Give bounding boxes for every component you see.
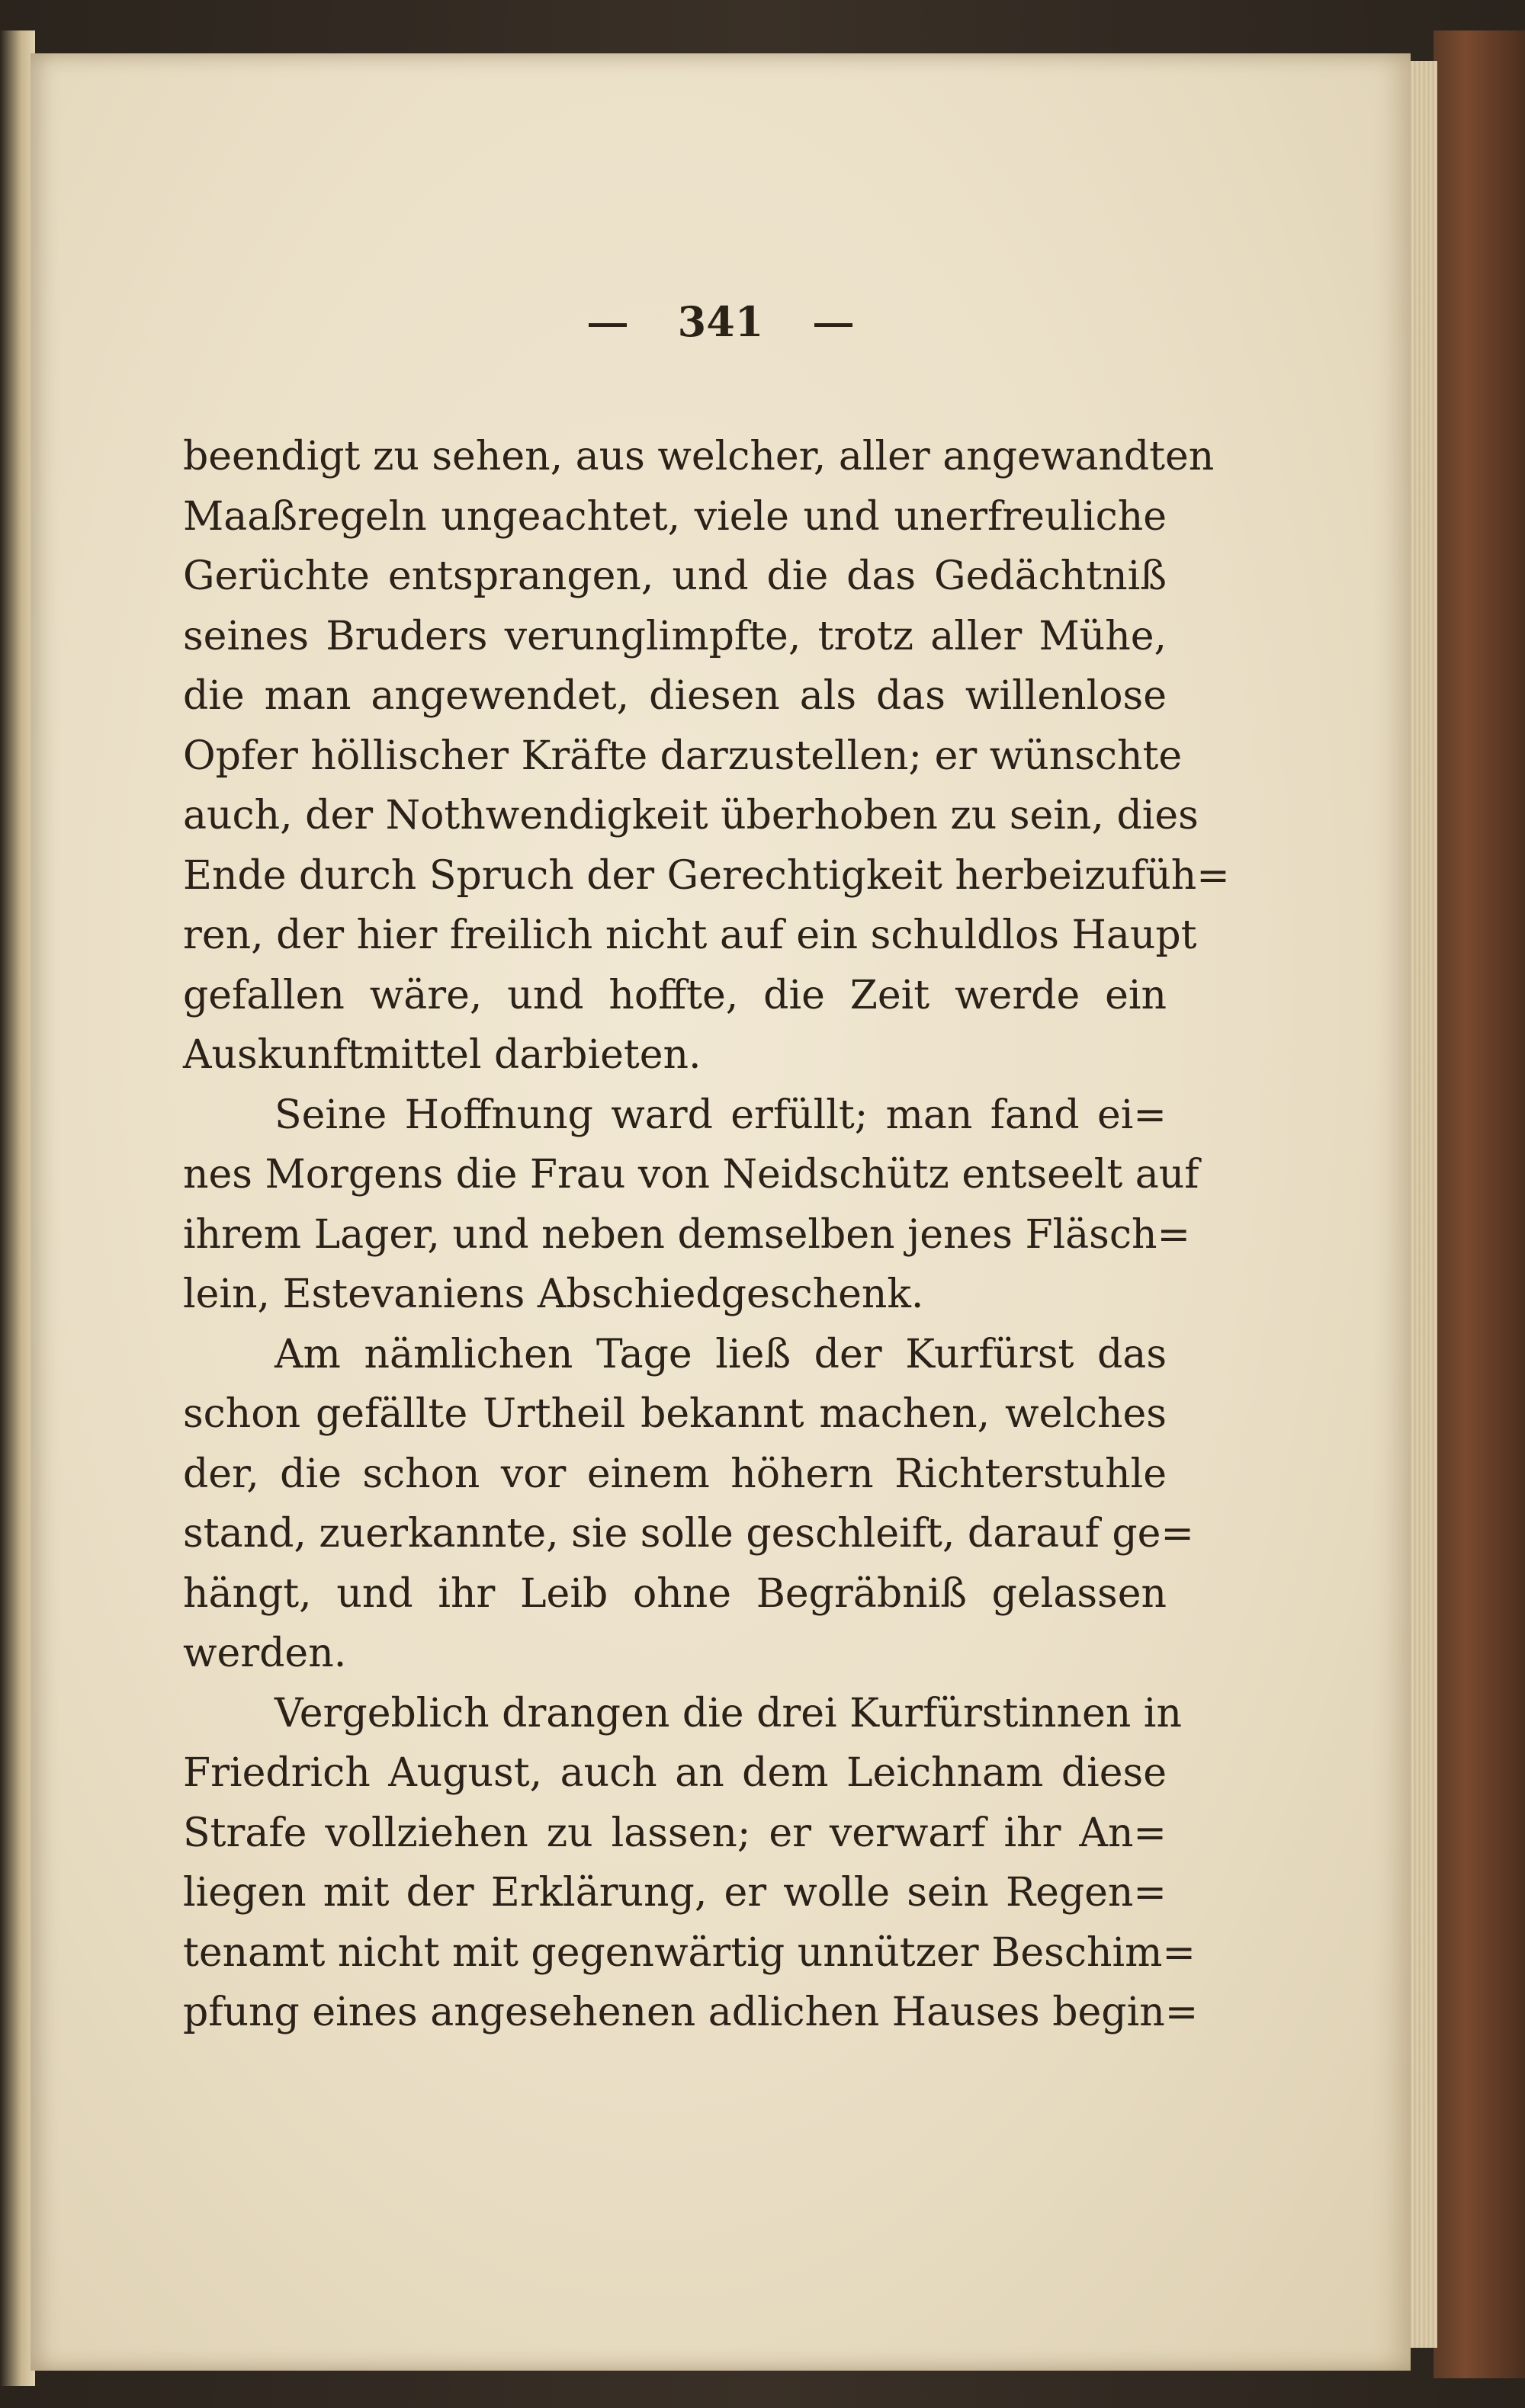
text-line: seines Bruders verunglimpfte, trotz aller Mühe, [183,613,1167,659]
text-line: Strafe vollziehen zu lassen; er verwarf ihr An= [183,1810,1167,1856]
text-line: pfung eines angesehenen adlichen Hauses begin= [183,1990,1199,2035]
text-line: schon gefällte Urtheil bekannt machen, welches [183,1391,1167,1437]
text-line: Vergeblich drangen die drei Kurfürstinnen in [274,1690,1182,1736]
text-line: Gerüchte entsprangen, und die das Gedächtniß [183,553,1167,599]
text-line: Seine Hoffnung ward erfüllt; man fand ei= [274,1092,1167,1138]
text-line: gefallen wäre, und hoffte, die Zeit werde ein [183,972,1167,1018]
text-line: die man angewendet, diesen als das willenlose [183,673,1167,719]
text-line: der, die schon vor einem höhern Richterstuhle [183,1451,1167,1497]
page-number: 341 [677,297,764,346]
text-line: liegen mit der Erklärung, er wolle sein Regen= [183,1870,1167,1916]
page-body [183,427,1230,2043]
text-line: tenamt nicht mit gegenwärtig unnützer Beschim= [183,1929,1196,1976]
text-line: hängt, und ihr Leib ohne Begräbniß gelassen [183,1570,1167,1617]
text-line: ren, der hier freilich nicht auf ein schuldlos Haupt [183,912,1197,958]
text-line: auch, der Nothwendigkeit überhoben zu sein, dies [183,793,1199,838]
text-line: werden. [183,1630,347,1676]
text-line: stand, zuerkannte, sie solle geschleift, darauf ge= [183,1511,1194,1557]
text-line: lein, Estevaniens Abschiedgeschenk. [183,1271,924,1317]
text-line: nes Morgens die Frau von Neidschütz entseelt auf [183,1152,1199,1198]
header-dash-right [814,323,852,327]
text-line: ihrem Lager, und neben demselben jenes Fläsch= [183,1211,1191,1258]
header-dash-left [589,323,627,327]
running-header [30,297,1411,346]
text-line: Opfer höllischer Kräfte darzustellen; er wünschte [183,733,1183,779]
text-line: Ende durch Spruch der Gerechtigkeit herbeizufüh= [183,852,1230,899]
text-line: beendigt zu sehen, aus welcher, aller angewandten [183,434,1215,479]
text-line: Am nämlichen Tage ließ der Kurfürst das [274,1331,1167,1377]
book-cover-edge [1434,30,1525,2378]
text-line: Auskunftmittel darbieten. [183,1032,702,1078]
text-line: Friedrich August, auch an dem Leichnam diese [183,1750,1167,1796]
book-page [30,53,1411,2371]
text-line: Maaßregeln ungeachtet, viele und unerfreuliche [183,493,1167,540]
